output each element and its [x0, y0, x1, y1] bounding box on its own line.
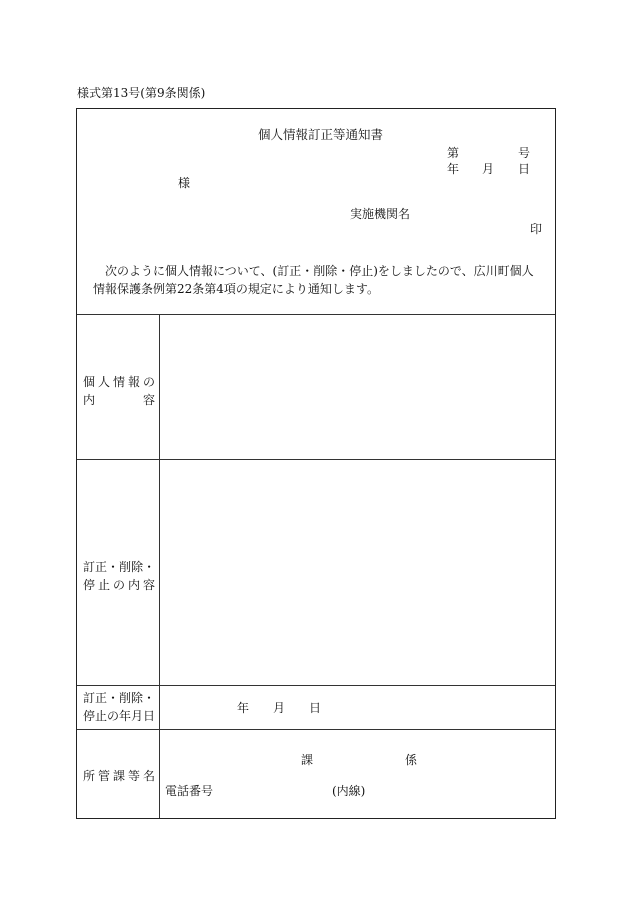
label-line: 停止の年月日 [83, 709, 156, 723]
label-personal-info [83, 373, 155, 409]
label-line: 所 管 課 等 名 [83, 769, 155, 783]
date-year-label: 年 [447, 162, 460, 176]
section-label: 課 [301, 753, 314, 767]
personal-info-content-cell[interactable] [160, 315, 555, 459]
correction-month-label: 月 [273, 701, 286, 715]
form-number-label: 様式第13号(第9条関係) [77, 86, 206, 100]
extension-label: (内線) [332, 784, 366, 798]
label-line: 訂 正 ・ 削 除 ・ [83, 560, 156, 574]
label-line: 内 容 [83, 393, 155, 407]
agency-name-label: 実施機関名 [350, 207, 411, 221]
notice-text: 次のように個人情報について、(訂正・削除・停止)をしましたので、広川町個人情報保護条例第22条第4項の規定により通知します。 [93, 264, 534, 296]
correction-content-cell[interactable] [160, 460, 555, 685]
correction-year-label: 年 [237, 701, 250, 715]
date-month-label: 月 [482, 162, 495, 176]
notice-form [76, 108, 556, 819]
label-correction-content [83, 558, 155, 594]
label-department [83, 767, 155, 785]
label-line: 訂正・削除・ [83, 691, 156, 705]
correction-day-label: 日 [309, 701, 322, 715]
row-divider [77, 685, 555, 686]
seal-mark: 印 [530, 222, 543, 236]
row-divider [77, 729, 555, 730]
document-title: 個人情報訂正等通知書 [258, 127, 384, 142]
label-line: 個 人 情 報 の [83, 375, 155, 389]
unit-label: 係 [405, 753, 418, 767]
date-day-label: 日 [518, 162, 531, 176]
phone-number-label: 電話番号 [165, 784, 214, 798]
label-line: 停 止 の 内 容 [83, 578, 155, 592]
label-correction-date [83, 689, 155, 725]
addressee-suffix: 様 [178, 176, 191, 190]
doc-number-suffix: 号 [518, 146, 531, 160]
doc-number-prefix: 第 [447, 146, 460, 160]
